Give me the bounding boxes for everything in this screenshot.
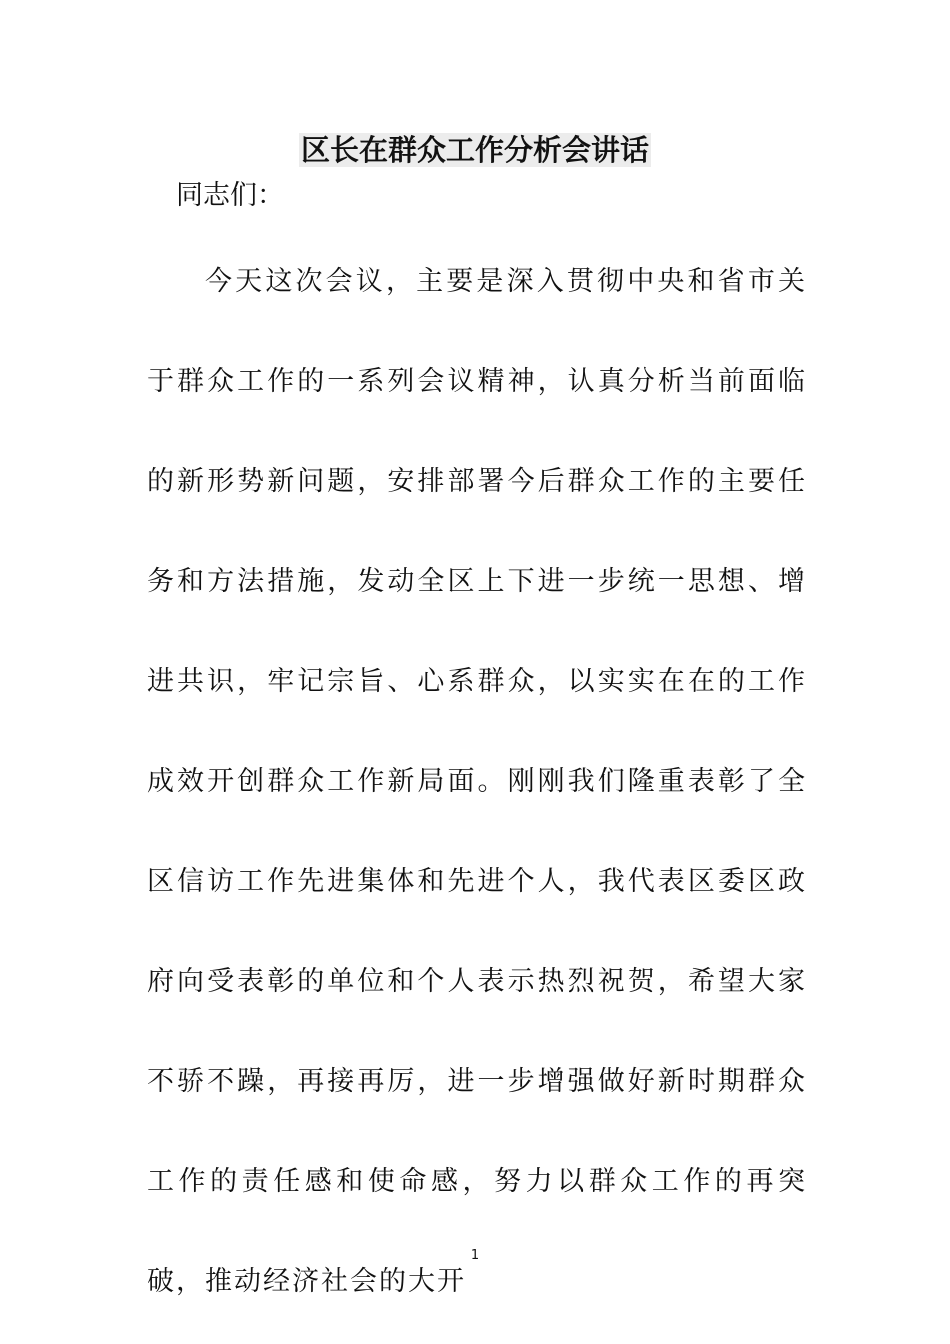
body-paragraph: 今天这次会议，主要是深入贯彻中央和省市关于群众工作的一系列会议精神，认真分析当前面临的新形势新问题，安排部署今后群众工作的主要任务和方法措施，发动全区上下进一步统一思想、增进共识，牢记宗旨、心系群众，以实实在在的工作成效开创群众工作新局面。刚刚我们隆重表彰了全区信访工作先进集体和先进个人，我代表区委区政府向受表彰的单位和个人表示热烈祝贺，希望大家不骄不躁，再接再厉，进一步增强做好新时期群众工作的责任感和使命感，努力以群众工作的再突破，推动经济社会的大开 (147, 266, 807, 1297)
document-title (0, 128, 950, 172)
document-title-text: 区长在群众工作分析会讲话 (300, 133, 649, 167)
salutation: 同志们： (176, 180, 284, 211)
page-number: 1 (470, 1248, 480, 1263)
